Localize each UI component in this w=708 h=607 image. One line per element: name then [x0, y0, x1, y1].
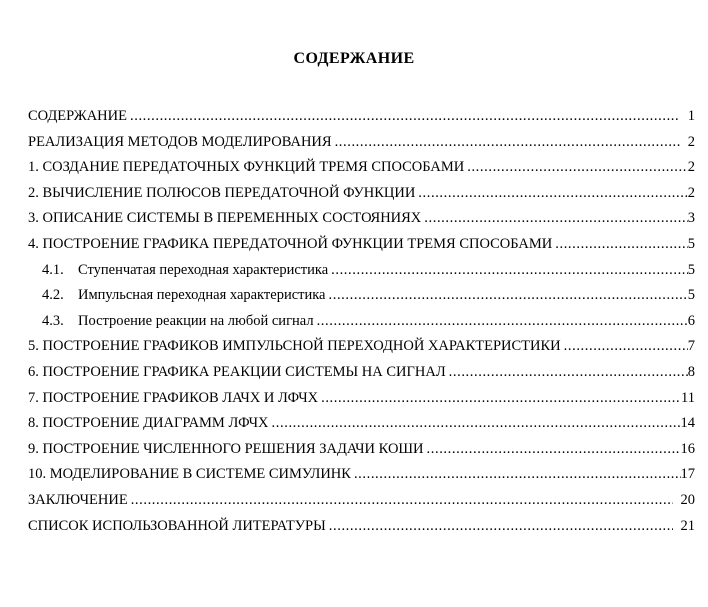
toc-entry-page: 5 — [687, 235, 695, 252]
toc-leader-dots — [331, 258, 688, 284]
toc-entry-page: 2 — [687, 133, 695, 150]
toc-entry-label: 9. ПОСТРОЕНИЕ ЧИСЛЕННОГО РЕШЕНИЯ ЗАДАЧИ КОШИ — [28, 440, 424, 457]
toc-entry[interactable] — [28, 258, 695, 284]
toc-entry[interactable] — [28, 488, 695, 514]
toc-entry-label: 7. ПОСТРОЕНИЕ ГРАФИКОВ ЛАЧХ И ЛФЧХ — [28, 389, 319, 406]
toc-entry[interactable] — [28, 411, 695, 437]
toc-entry-label: Ступенчатая переходная характеристика — [78, 261, 329, 278]
toc-entry[interactable] — [28, 232, 695, 258]
toc-entry-page: 5 — [687, 261, 695, 278]
toc-leader-dots — [555, 232, 688, 258]
toc-entry-page: 16 — [680, 440, 695, 457]
toc-leader-dots — [467, 155, 688, 181]
toc-entry-page: 2 — [687, 159, 695, 176]
toc-entry[interactable] — [28, 462, 695, 488]
toc-leader-dots — [321, 386, 681, 412]
toc-entry-label: 8. ПОСТРОЕНИЕ ДИАГРАММ ЛФЧХ — [28, 415, 269, 432]
toc-entry-label: Построение реакции на любой сигнал — [78, 312, 314, 329]
toc-entry-page: 6 — [687, 312, 695, 329]
toc-entry[interactable] — [28, 130, 695, 156]
toc-leader-dots — [329, 283, 688, 309]
toc-leader-dots — [424, 206, 687, 232]
toc-leader-dots — [272, 411, 681, 437]
toc-entry-label: 10. МОДЕЛИРОВАНИЕ В СИСТЕМЕ СИМУЛИНК — [28, 466, 351, 483]
toc-entry[interactable] — [28, 181, 695, 207]
toc-entry-page: 11 — [681, 389, 695, 406]
toc-entry-label: СПИСОК ИСПОЛЬЗОВАННОЙ ЛИТЕРАТУРЫ — [28, 517, 326, 534]
toc-entry-label: 4. ПОСТРОЕНИЕ ГРАФИКА ПЕРЕДАТОЧНОЙ ФУНКЦИИ ТРЕМЯ СПОСОБАМИ — [28, 235, 553, 252]
toc-entry-label: СОДЕРЖАНИЕ — [28, 108, 127, 124]
toc-leader-dots — [418, 181, 687, 207]
page-title: СОДЕРЖАНИЕ — [293, 50, 415, 67]
toc-entry[interactable] — [28, 104, 695, 130]
toc-entry-label: 1. СОЗДАНИЕ ПЕРЕДАТОЧНЫХ ФУНКЦИЙ ТРЕМЯ СПОСОБАМИ — [28, 159, 465, 176]
toc-entry-page: 3 — [687, 210, 695, 227]
toc-leader-dots — [427, 437, 681, 463]
toc-list — [28, 104, 695, 539]
toc-entry-number: 4.1. — [42, 261, 64, 278]
toc-leader-dots — [354, 462, 681, 488]
toc-entry-page: 20 — [680, 491, 695, 508]
toc-leader-dots — [335, 130, 680, 156]
toc-entry[interactable] — [28, 386, 695, 412]
toc-entry-number: 4.3. — [42, 312, 64, 329]
toc-entry[interactable] — [28, 155, 695, 181]
toc-leader-dots — [131, 488, 673, 514]
toc-entry-page: 14 — [680, 415, 695, 432]
toc-entry-page: 7 — [687, 338, 695, 355]
toc-entry-label: Импульсная переходная характеристика — [78, 287, 326, 304]
toc-entry-page: 5 — [687, 287, 695, 304]
toc-entry-page: 17 — [680, 466, 695, 483]
toc-entry-label: 2. ВЫЧИСЛЕНИЕ ПОЛЮСОВ ПЕРЕДАТОЧНОЙ ФУНКЦИИ — [28, 184, 416, 201]
toc-leader-dots — [329, 514, 673, 540]
toc-leader-dots — [564, 334, 688, 360]
toc-entry-page: 1 — [687, 108, 695, 124]
toc-entry[interactable] — [28, 360, 695, 386]
toc-leader-dots — [317, 309, 688, 335]
toc-entry-label: 6. ПОСТРОЕНИЕ ГРАФИКА РЕАКЦИИ СИСТЕМЫ НА СИГНАЛ — [28, 363, 446, 380]
toc-entry-page: 8 — [687, 363, 695, 380]
toc-entry[interactable] — [28, 514, 695, 540]
toc-entry-label: 5. ПОСТРОЕНИЕ ГРАФИКОВ ИМПУЛЬСНОЙ ПЕРЕХОДНОЙ ХАРАКТЕРИСТИКИ — [28, 338, 561, 355]
toc-entry-label: 3. ОПИСАНИЕ СИСТЕМЫ В ПЕРЕМЕННЫХ СОСТОЯНИЯХ — [28, 210, 422, 227]
toc-entry[interactable] — [28, 206, 695, 232]
toc-entry-number: 4.2. — [42, 287, 64, 304]
toc-entry-label: РЕАЛИЗАЦИЯ МЕТОДОВ МОДЕЛИРОВАНИЯ — [28, 133, 332, 150]
toc-entry[interactable] — [28, 309, 695, 335]
toc-entry-page: 21 — [680, 517, 695, 534]
toc-leader-dots — [449, 360, 688, 386]
toc-entry-page: 2 — [687, 184, 695, 201]
toc-entry[interactable] — [28, 437, 695, 463]
toc-entry-label: ЗАКЛЮЧЕНИЕ — [28, 491, 128, 508]
toc-entry[interactable] — [28, 283, 695, 309]
toc-entry[interactable] — [28, 334, 695, 360]
toc-leader-dots — [130, 104, 680, 130]
